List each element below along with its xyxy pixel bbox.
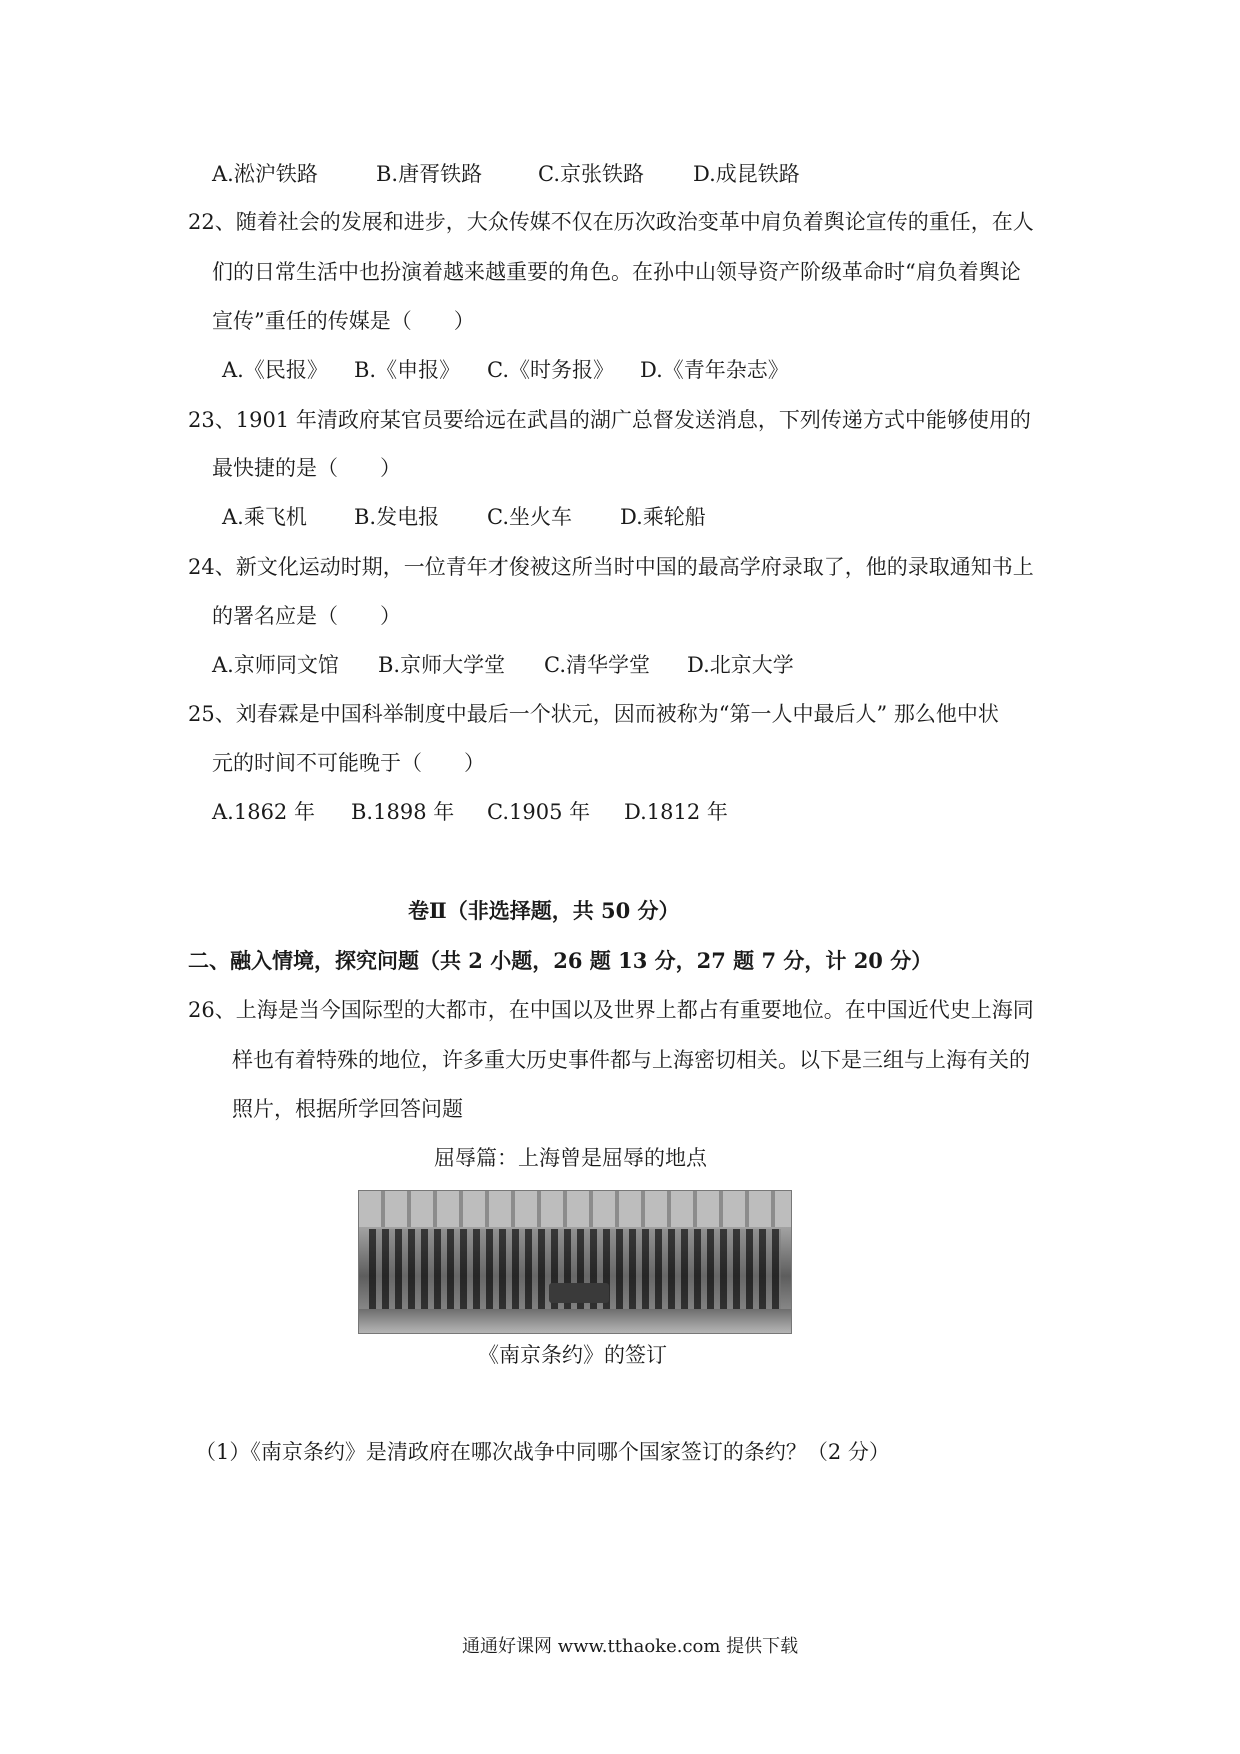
q21-option-b: B.唐胥铁路 xyxy=(376,162,483,186)
photo-caption: 《南京条约》的签订 xyxy=(478,1343,667,1367)
q23-option-c: C.坐火车 xyxy=(487,505,572,529)
q22-line-1: 22、随着社会的发展和进步，大众传媒不仅在历次政治变革中肩负着舆论宣传的重任，在人 xyxy=(188,210,1034,234)
q24-options xyxy=(212,655,794,676)
q26-line-2: 样也有着特殊的地位，许多重大历史事件都与上海密切相关。以下是三组与上海有关的 xyxy=(232,1048,1030,1072)
section-2-title: 卷Ⅱ（非选择题，共 50 分） xyxy=(408,898,680,923)
q26-line-1: 26、上海是当今国际型的大都市，在中国以及世界上都占有重要地位。在中国近代史上海同 xyxy=(188,998,1034,1022)
q25-option-b: B.1898 年 xyxy=(351,800,455,824)
q25-option-c: C.1905 年 xyxy=(487,800,591,824)
q21-option-d: D.成昆铁路 xyxy=(693,162,800,186)
q23-line-1: 23、1901 年清政府某官员要给远在武昌的湖广总督发送消息，下列传递方式中能够使用的 xyxy=(188,408,1031,432)
q23-option-b: B.发电报 xyxy=(354,505,440,529)
q22-line-2: 们的日常生活中也扮演着越来越重要的角色。在孙中山领导资产阶级革命时“肩负着舆论 xyxy=(212,260,1021,284)
footer: 通通好课网 www.tthaoke.com 提供下载 xyxy=(462,1636,799,1657)
q23-line-2: 最快捷的是（ ） xyxy=(212,456,401,480)
q25-option-d: D.1812 年 xyxy=(624,800,728,824)
q22-option-c: C.《时务报》 xyxy=(487,358,614,382)
q22-option-b: B.《申报》 xyxy=(354,358,461,382)
q21-option-c: C.京张铁路 xyxy=(538,162,644,186)
q24-option-d: D.北京大学 xyxy=(687,653,794,677)
q23-option-d: D.乘轮船 xyxy=(620,505,706,529)
q22-line-3: 宣传”重任的传媒是（ ） xyxy=(212,309,475,333)
photo-table xyxy=(549,1283,609,1303)
photo-ceiling xyxy=(359,1191,791,1227)
q24-option-b: B.京师大学堂 xyxy=(378,653,506,677)
q26-line-3: 照片，根据所学回答问题 xyxy=(232,1097,463,1121)
q21-options xyxy=(212,164,800,185)
q22-option-a: A.《民报》 xyxy=(222,358,328,382)
q24-line-2: 的署名应是（ ） xyxy=(212,604,401,628)
q24-option-c: C.清华学堂 xyxy=(544,653,650,677)
q22-option-d: D.《青年杂志》 xyxy=(640,358,789,382)
treaty-signing-photo xyxy=(358,1190,792,1334)
q26-sub-question-1: （1）《南京条约》是清政府在哪次战争中同哪个国家签订的条约？（2 分） xyxy=(195,1440,890,1464)
q25-options xyxy=(212,802,728,823)
q23-option-a: A.乘飞机 xyxy=(222,505,307,529)
q24-line-1: 24、新文化运动时期，一位青年才俊被这所当时中国的最高学府录取了，他的录取通知书上 xyxy=(188,555,1034,579)
q22-options xyxy=(222,360,789,381)
q25-option-a: A.1862 年 xyxy=(212,800,315,824)
q25-line-2: 元的时间不可能晚于（ ） xyxy=(212,751,485,775)
q23-options xyxy=(222,507,706,528)
photo-floor xyxy=(359,1309,791,1333)
q21-option-a: A.淞沪铁路 xyxy=(212,162,318,186)
q25-line-1: 25、刘春霖是中国科举制度中最后一个状元，因而被称为“第一人中最后人” 那么他中状 xyxy=(188,702,999,726)
photo-title: 屈辱篇：上海曾是屈辱的地点 xyxy=(434,1146,707,1170)
part-2-heading: 二、融入情境，探究问题（共 2 小题，26 题 13 分，27 题 7 分，计 20 分） xyxy=(188,948,933,973)
q24-option-a: A.京师同文馆 xyxy=(212,653,339,677)
